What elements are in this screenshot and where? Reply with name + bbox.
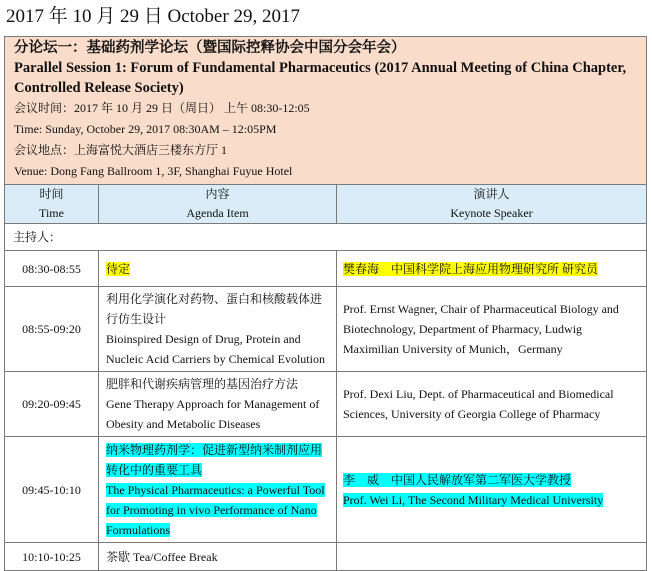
column-header-speaker-en: Keynote Speaker (450, 206, 533, 220)
host-label: 主持人： (5, 224, 647, 251)
row-time: 09:20-09:45 (5, 372, 99, 437)
row-time: 08:30-08:55 (5, 251, 99, 287)
table-row (5, 287, 647, 372)
row-agenda (99, 543, 337, 571)
table-row (5, 372, 647, 437)
speaker-text: Prof. Ernst Wagner, Chair of Pharmaceutical Biology and Biotechnology, Department of Pharmacy, Ludwig Maximilian University of Munich，Germany (343, 302, 619, 356)
row-time: 08:55-09:20 (5, 287, 99, 372)
row-speaker (337, 251, 647, 287)
row-agenda (99, 437, 337, 543)
column-header-time (5, 185, 99, 224)
speaker-text-en: Prof. Wei Li, The Second Military Medical University (343, 492, 604, 507)
agenda-text-cn: 肥胖和代谢疾病管理的基因治疗方法 (106, 377, 299, 391)
agenda-text-en: Gene Therapy Approach for Management of Obesity and Metabolic Diseases (106, 397, 320, 431)
host-row (5, 224, 647, 251)
column-header-speaker-cn: 演讲人 (473, 187, 510, 201)
session-time-en: Time: Sunday, October 29, 2017 08:30AM – 12:05PM (14, 122, 277, 136)
agenda-text: 茶歇 Tea/Coffee Break (106, 549, 218, 564)
session-venue-en: Venue: Dong Fang Ballroom 1, 3F, Shanghai Fuyue Hotel (14, 164, 293, 178)
speaker-text-cn: 李 威 中国人民解放军第二军医大学教授 (343, 472, 572, 487)
table-row (5, 543, 647, 571)
session-time-cn: 会议时间：2017 年 10 月 29 日（周日） 上午 08:30-12:05 (14, 101, 310, 115)
row-speaker (337, 287, 647, 372)
agenda-text-en: The Physical Pharmaceutics: a Powerful Tool for Promoting in vivo Performance of Nano Formulations (106, 482, 325, 537)
column-header-row (5, 185, 647, 224)
session-info (5, 37, 647, 185)
agenda-table (4, 36, 647, 571)
row-agenda (99, 372, 337, 437)
row-speaker (337, 372, 647, 437)
agenda-text: 待定 (106, 261, 131, 276)
speaker-text: 樊春海 中国科学院上海应用物理研究所 研究员 (343, 261, 599, 276)
session-title-en: Parallel Session 1: Forum of Fundamental Pharmaceutics (2017 Annual Meeting of China Chapter, Controlled Release Society) (14, 60, 627, 96)
row-time: 09:45-10:10 (5, 437, 99, 543)
column-header-time-cn: 时间 (39, 187, 64, 201)
session-venue-cn: 会议地点：上海富悦大酒店三楼东方厅 1 (14, 143, 228, 157)
speaker-text: Prof. Dexi Liu, Dept. of Pharmaceutical and Biomedical Sciences, University of Georgia College of Pharmacy (343, 387, 614, 421)
date-heading: 2017 年 10 月 29 日 October 29, 2017 (6, 6, 300, 27)
agenda-text-cn: 纳米物理药剂学：促进新型纳米制剂应用转化中的重要工具 (106, 442, 323, 477)
row-speaker (337, 543, 647, 571)
row-speaker (337, 437, 647, 543)
session-title-cn: 分论坛一：基础药剂学论坛（暨国际控释协会中国分会年会） (14, 40, 406, 56)
row-agenda (99, 287, 337, 372)
agenda-text-cn: 利用化学演化对药物、蛋白和核酸载体进行仿生设计 (106, 292, 323, 326)
column-header-agenda-cn: 内容 (205, 187, 230, 201)
table-row (5, 437, 647, 543)
column-header-speaker (337, 185, 647, 224)
table-row (5, 251, 647, 287)
column-header-time-en: Time (39, 206, 64, 220)
session-info-row (5, 37, 647, 185)
agenda-text-en: Bioinspired Design of Drug, Protein and Nucleic Acid Carriers by Chemical Evolution (106, 332, 325, 366)
row-time: 10:10-10:25 (5, 543, 99, 571)
column-header-agenda (99, 185, 337, 224)
column-header-agenda-en: Agenda Item (186, 206, 249, 220)
row-agenda (99, 251, 337, 287)
